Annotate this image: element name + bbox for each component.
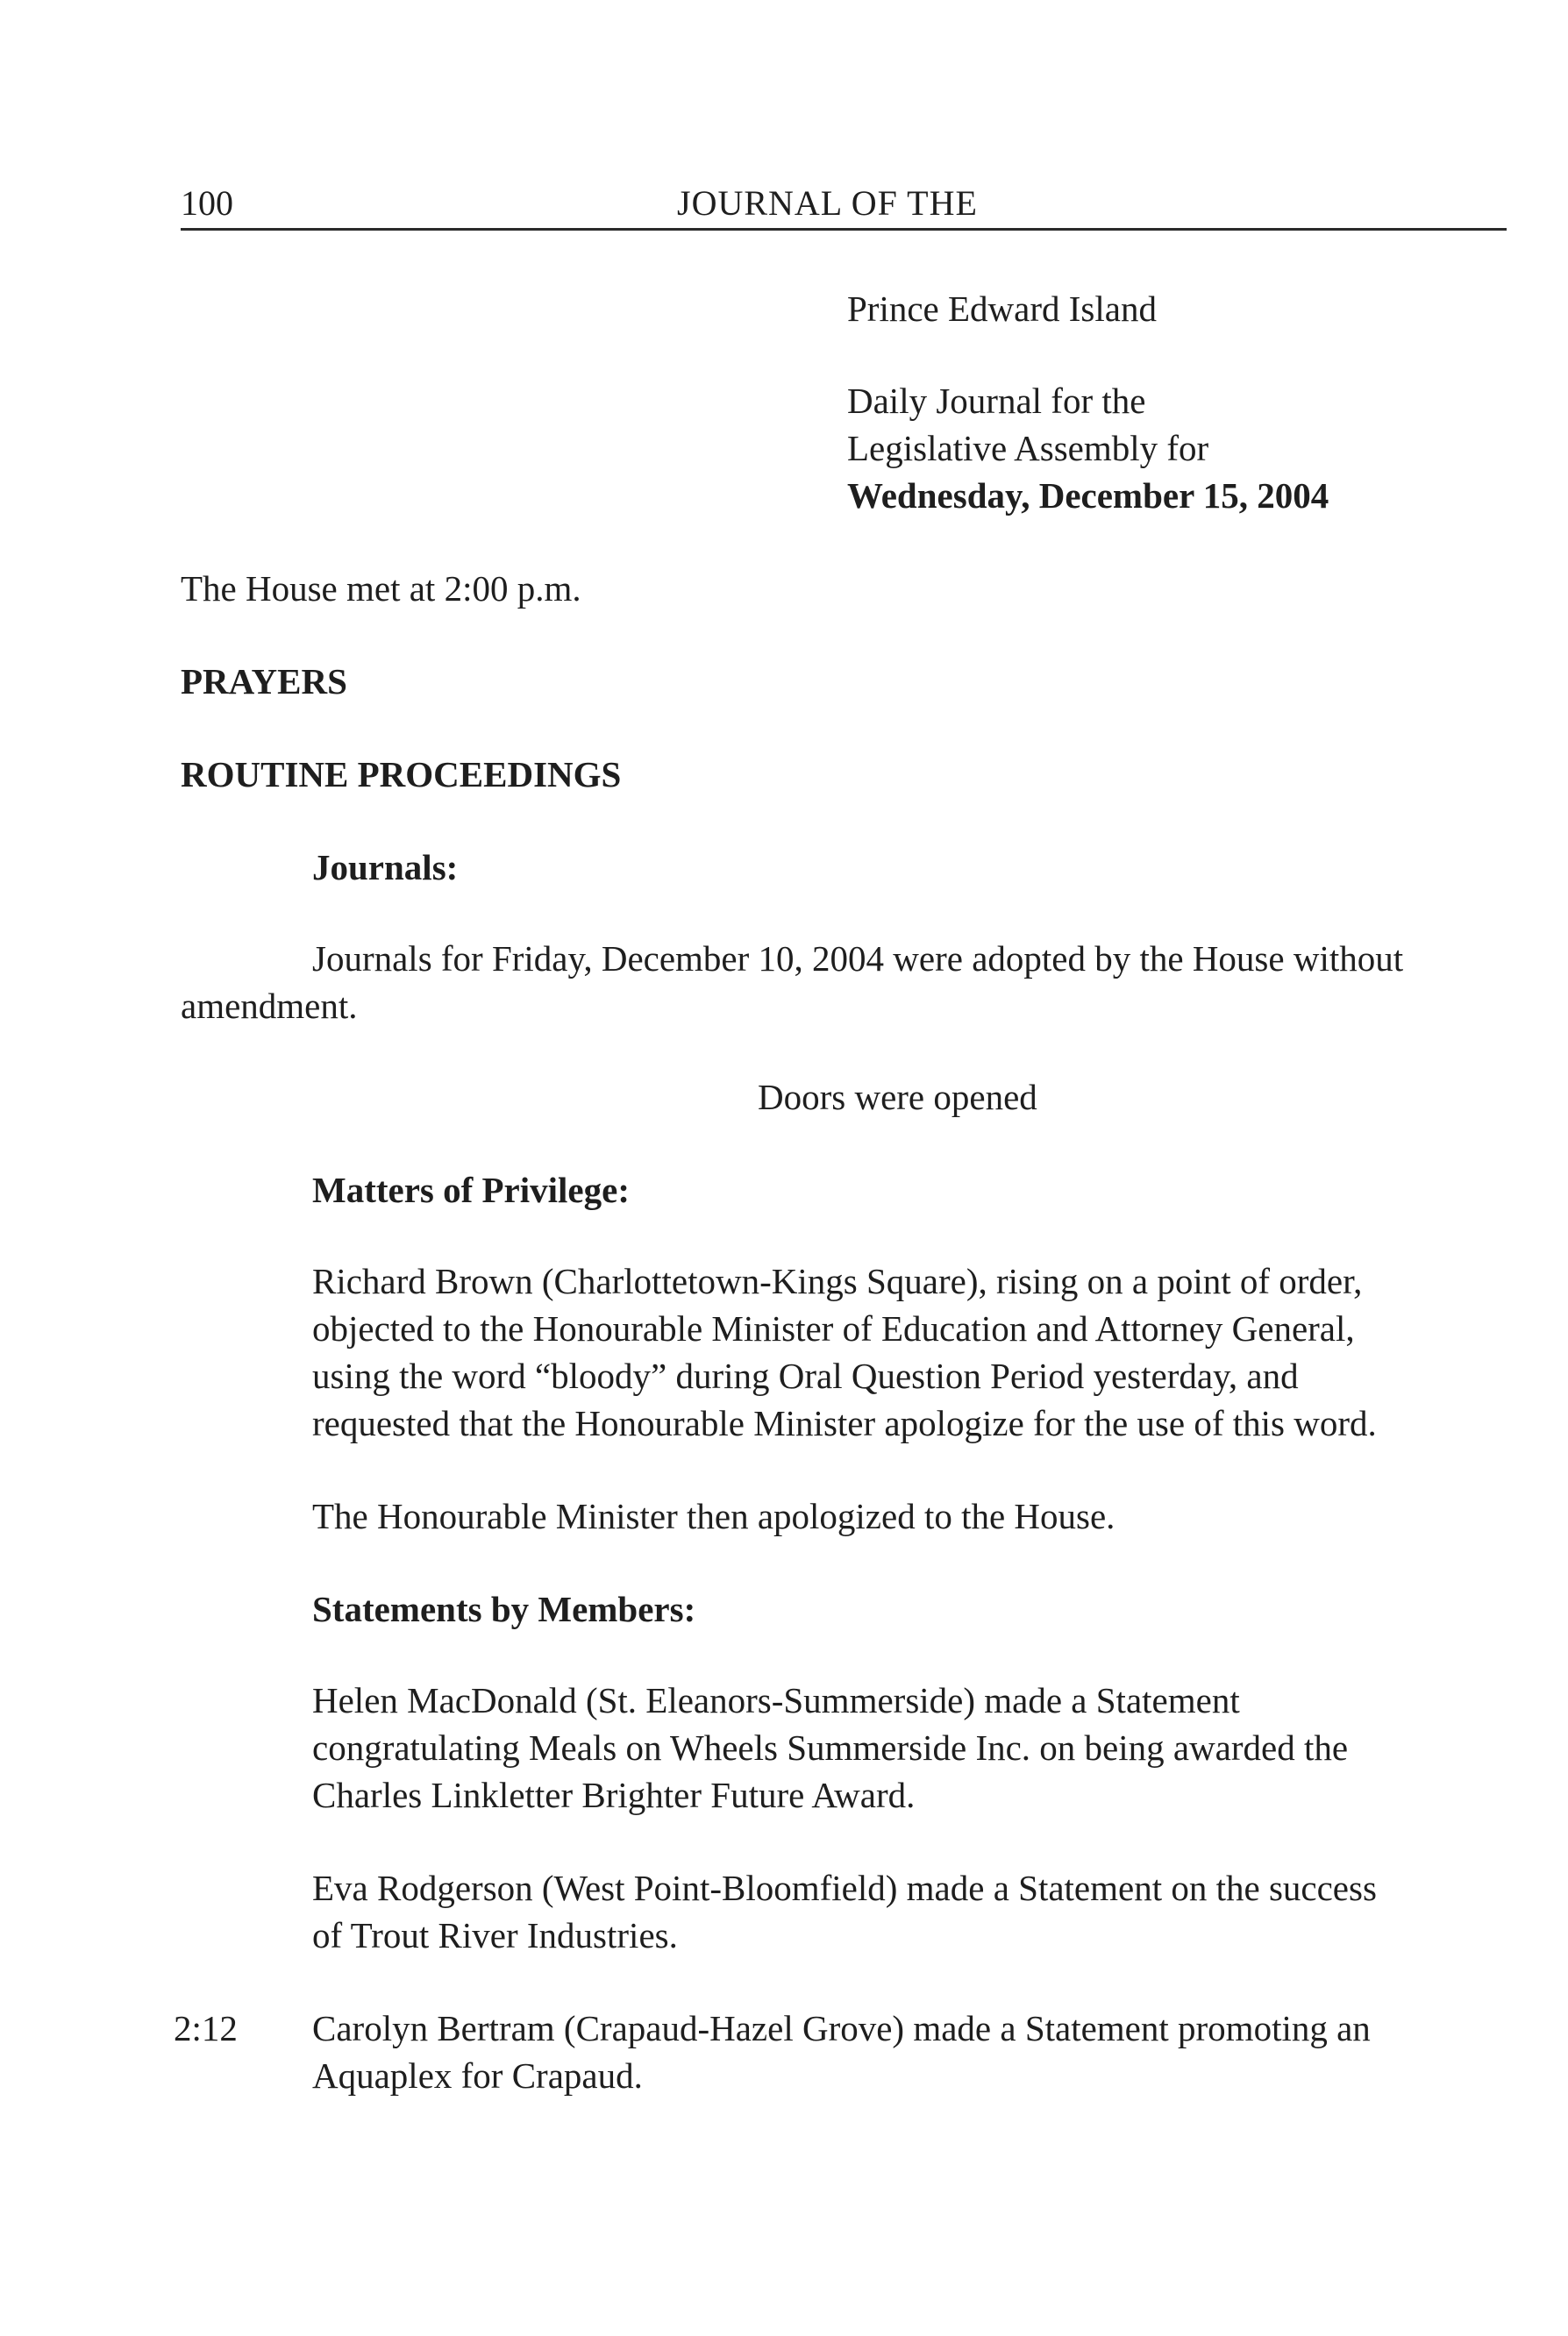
title-line-2: Legislative Assembly for (847, 428, 1209, 468)
privilege-line-3: using the word “bloody” during Oral Question Period yesterday, and (312, 1356, 1299, 1396)
statement-3-line-1: Carolyn Bertram (Crapaud-Hazel Grove) made a Statement promoting an (312, 2008, 1371, 2048)
house-met-line: The House met at 2:00 p.m. (181, 568, 581, 609)
doors-opened-line: Doors were opened (758, 1077, 1037, 1117)
statement-1-line-3: Charles Linkletter Brighter Future Award. (312, 1775, 916, 1815)
sitting-date: Wednesday, December 15, 2004 (847, 475, 1329, 516)
statement-2-line-2: of Trout River Industries. (312, 1915, 678, 1955)
header-rule (181, 228, 1507, 231)
statements-heading: Statements by Members: (312, 1589, 696, 1629)
journals-line-1: Journals for Friday, December 10, 2004 were adopted by the House without (312, 938, 1404, 979)
routine-proceedings-heading: ROUTINE PROCEEDINGS (181, 754, 622, 794)
title-line-1: Daily Journal for the (847, 381, 1146, 421)
privilege-line-2: objected to the Honourable Minister of Education and Attorney General, (312, 1308, 1355, 1349)
statement-1-line-2: congratulating Meals on Wheels Summerside Inc. on being awarded the (312, 1727, 1349, 1768)
statement-3-line-2: Aquaplex for Crapaud. (312, 2055, 643, 2096)
statement-3-time: 2:12 (174, 2008, 238, 2048)
page-number: 100 (181, 183, 233, 223)
statement-2-line-1: Eva Rodgerson (West Point-Bloomfield) made a Statement on the success (312, 1868, 1377, 1908)
statement-1-line-1: Helen MacDonald (St. Eleanors-Summerside) made a Statement (312, 1680, 1240, 1720)
running-title: JOURNAL OF THE (677, 183, 978, 223)
privilege-heading: Matters of Privilege: (312, 1170, 630, 1210)
journals-line-2: amendment. (181, 986, 358, 1026)
province-name: Prince Edward Island (847, 288, 1157, 329)
journals-heading: Journals: (312, 847, 459, 887)
apology-line: The Honourable Minister then apologized to the House. (312, 1496, 1115, 1536)
privilege-line-1: Richard Brown (Charlottetown-Kings Square), rising on a point of order, (312, 1261, 1363, 1301)
privilege-line-4: requested that the Honourable Minister apologize for the use of this word. (312, 1403, 1377, 1443)
prayers-heading: PRAYERS (181, 661, 347, 702)
